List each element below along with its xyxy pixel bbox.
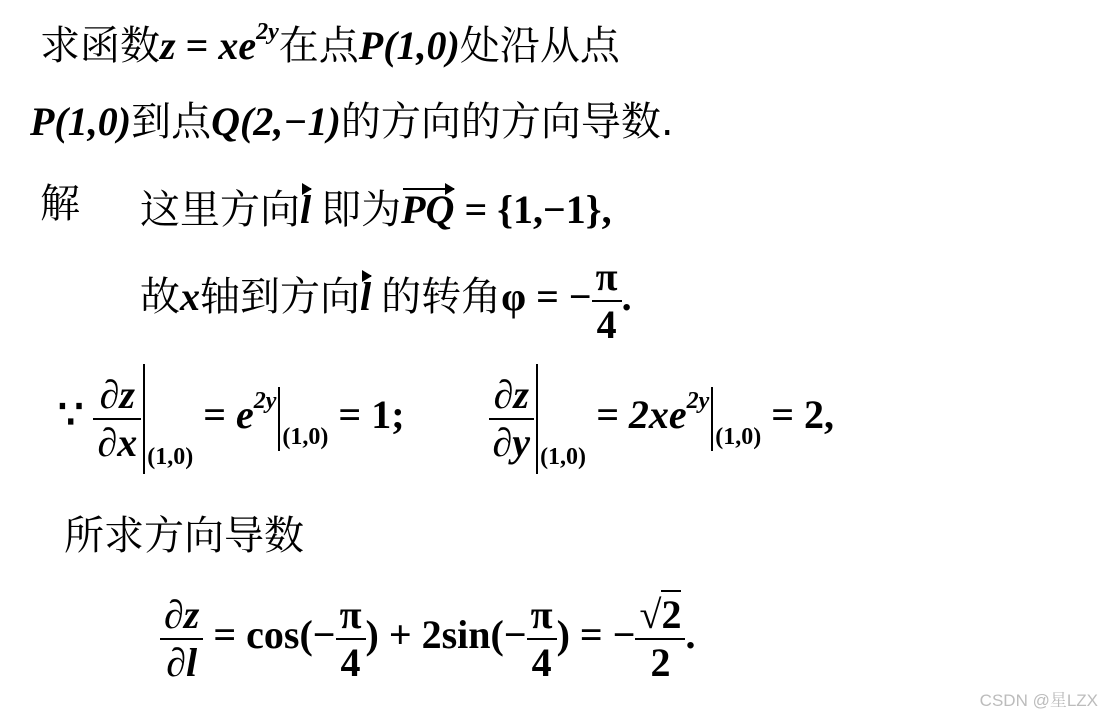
expr-sin: ) + 2sin(− <box>365 612 527 658</box>
solution-line1-prefix: 这里方向 <box>140 187 300 233</box>
fraction-denominator: 2 <box>650 640 671 685</box>
point-q: Q(2,−1) <box>211 99 341 144</box>
sqrt-argument: 2 <box>661 592 682 637</box>
fraction-numerator: ∂z <box>164 592 200 637</box>
exponent-2y: 2y <box>253 388 277 415</box>
var-z: z <box>160 23 176 68</box>
period: . <box>685 612 696 658</box>
evaluation-bar <box>711 387 713 451</box>
result-y: = 2, <box>761 392 835 438</box>
problem-line1-suffix: 处沿从点 <box>459 23 620 69</box>
eval-point: (1,0) <box>540 444 587 471</box>
solution-line-2 <box>140 254 632 348</box>
point-p: P(1,0) <box>358 23 460 68</box>
partial-z-partial-y <box>489 372 535 466</box>
evaluation-bar <box>143 364 145 474</box>
fraction-numerator <box>635 592 685 638</box>
fraction-denominator: 4 <box>531 640 552 685</box>
fraction-denominator: ∂x <box>97 420 138 465</box>
fraction-numerator: ∂z <box>99 372 135 417</box>
var-xe: xe <box>218 23 257 68</box>
conclusion-label: 所求方向导数 <box>64 513 304 559</box>
exponent-2y: 2y <box>686 388 710 415</box>
angle-phi: φ = − <box>501 274 592 320</box>
fraction-pi-over-4 <box>336 592 366 686</box>
fraction-pi-over-4 <box>527 592 557 686</box>
because-symbol: ∵ <box>58 392 84 438</box>
var-x: x <box>180 274 200 320</box>
solution-label: 解 <box>40 181 80 227</box>
period: . <box>621 274 632 320</box>
solution-line-1 <box>140 186 612 234</box>
sqrt-sign: √ <box>639 592 662 637</box>
watermark: CSDN @星LZX <box>979 691 1098 710</box>
fraction-numerator: π <box>595 254 618 299</box>
two-x-e: = 2xe <box>586 392 687 438</box>
vector-l: l <box>360 274 372 320</box>
solution-line1-mid: 即为 <box>321 187 402 233</box>
solution-line2-mid2: 的转角 <box>381 274 502 321</box>
fraction-numerator: π <box>339 592 362 637</box>
partial-z-partial-x <box>93 372 141 466</box>
vector-l: l <box>300 187 312 232</box>
var-e: e <box>236 392 254 438</box>
expr-cos: = cos(− <box>203 612 336 658</box>
result-x: = 1; <box>328 392 405 438</box>
problem-line1-prefix: 求函数 <box>40 23 160 69</box>
fraction-numerator: ∂z <box>493 372 529 417</box>
fraction-sqrt2-over-2 <box>635 592 685 686</box>
equals: = <box>193 392 236 438</box>
problem-line1-mid: 在点 <box>278 23 359 69</box>
eval-point: (1,0) <box>282 424 329 451</box>
vector-pq: PQ <box>401 187 455 232</box>
exponent-2y: 2y <box>256 19 279 45</box>
fraction-denominator: 4 <box>340 640 361 685</box>
fraction-denominator: 4 <box>596 302 617 347</box>
point-p: P(1,0) <box>30 99 132 144</box>
fraction-denominator: ∂l <box>166 640 198 685</box>
conclusion-formula <box>160 592 695 686</box>
problem-line-1 <box>40 19 620 70</box>
partial-z-partial-l <box>160 592 203 686</box>
fraction-denominator: ∂y <box>492 420 531 465</box>
problem-line-2 <box>30 98 674 146</box>
solution-line2-prefix: 故 <box>140 274 180 321</box>
evaluation-bar <box>278 387 280 451</box>
equals: = <box>175 23 219 68</box>
partials-line <box>58 364 834 474</box>
vector-pq-value: = {1,−1}, <box>454 187 612 232</box>
eval-point: (1,0) <box>715 424 762 451</box>
fraction-numerator: π <box>530 592 553 637</box>
fraction-pi-over-4 <box>592 254 622 348</box>
problem-line2-suffix: 的方向的方向导数. <box>340 99 674 145</box>
problem-line2-mid: 到点 <box>131 99 212 145</box>
expr-result: ) = − <box>556 612 636 658</box>
evaluation-bar <box>536 364 538 474</box>
solution-line2-mid: 轴到方向 <box>200 274 360 321</box>
eval-point: (1,0) <box>147 444 194 471</box>
